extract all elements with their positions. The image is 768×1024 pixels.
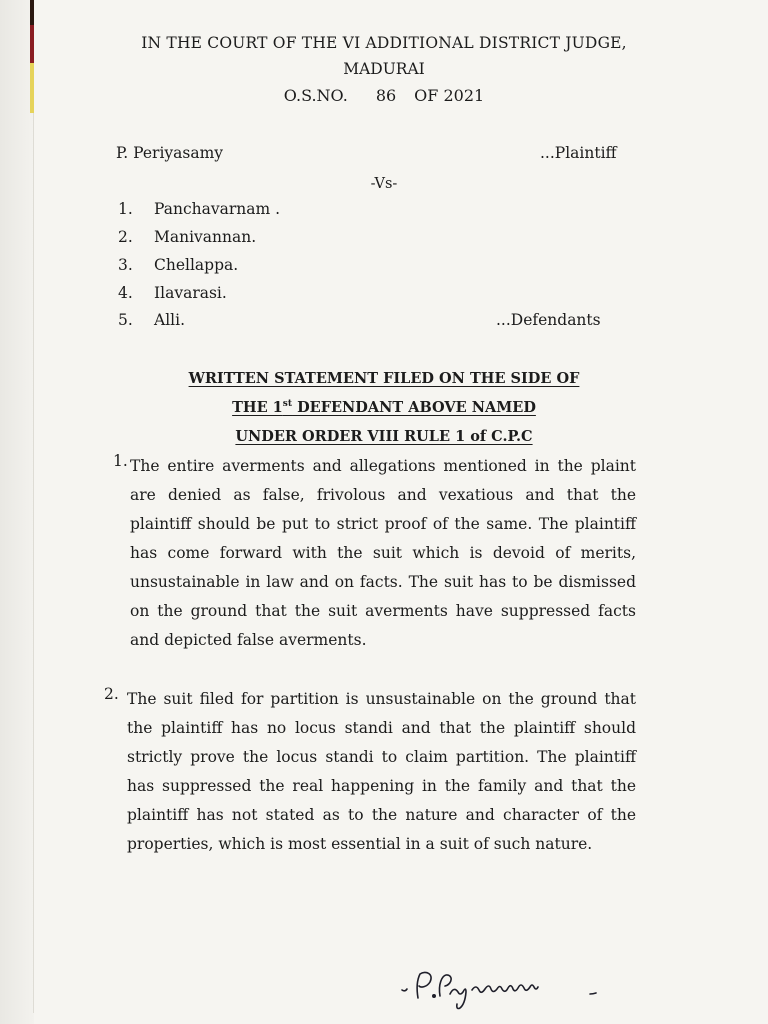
binding-mark-dark	[30, 0, 34, 25]
title-line2-sup: st	[282, 399, 293, 410]
margin-line	[33, 113, 34, 1013]
title-line2-post: DEFENDANT ABOVE NAMED	[292, 399, 536, 416]
paragraph-text: The suit filed for partition is unsustainable on the ground that the plaintiff has no locus standi and that the plaintiff should strictly prove the locus standi to claim partition. The plaintiff has suppressed the real happening in the family and that the plaintiff has not stated as to the nature and character of the properties, which is most essential in a suit of such nature.	[127, 690, 636, 853]
case-prefix: O.S.NO.	[283, 86, 348, 105]
versus-label: -Vs-	[370, 176, 398, 192]
defendant-number: 2.	[118, 228, 133, 246]
case-year: OF 2021	[414, 86, 485, 105]
case-number-line	[0, 86, 768, 105]
defendant-number: 3.	[118, 256, 133, 274]
scan-edge	[0, 0, 34, 1024]
plaintiff-role: ...Plaintiff	[540, 144, 617, 162]
plaintiff-name: P. Periyasamy	[116, 144, 224, 162]
statement-title-line1: WRITTEN STATEMENT FILED ON THE SIDE OF	[188, 370, 580, 387]
defendant-name: Ilavarasi.	[154, 284, 227, 302]
defendant-name: Chellappa.	[154, 256, 239, 274]
defendant-name: Alli.	[154, 311, 185, 329]
paragraph-number: 1.	[113, 452, 128, 470]
paragraph-text: The entire averments and allegations mentioned in the plaint are denied as false, frivolous and vexatious and that the plaintiff should be put to strict proof of the same. The plaintiff has come forward with the suit which is devoid of merits, unsustainable in law and on facts. The suit has to be dismissed on the ground that the suit averments have suppressed facts and depicted false averments.	[130, 457, 636, 649]
defendant-name: Panchavarnam .	[154, 200, 281, 218]
court-name: IN THE COURT OF THE VI ADDITIONAL DISTRICT JUDGE,	[141, 34, 627, 52]
defendants-role: ...Defendants	[496, 311, 601, 329]
defendant-name: Manivannan.	[154, 228, 257, 246]
defendant-number: 4.	[118, 284, 133, 302]
defendant-number: 1.	[118, 200, 133, 218]
title-line2-pre: THE 1	[232, 399, 283, 416]
statement-title-line3: UNDER ORDER VIII RULE 1 of C.P.C	[235, 428, 533, 445]
defendant-number: 5.	[118, 311, 133, 329]
statement-title-line2	[0, 399, 768, 416]
paragraph-number: 2.	[104, 685, 119, 703]
handwritten-signature	[396, 968, 606, 1012]
case-number: 86	[375, 86, 397, 105]
court-place: MADURAI	[343, 60, 425, 78]
